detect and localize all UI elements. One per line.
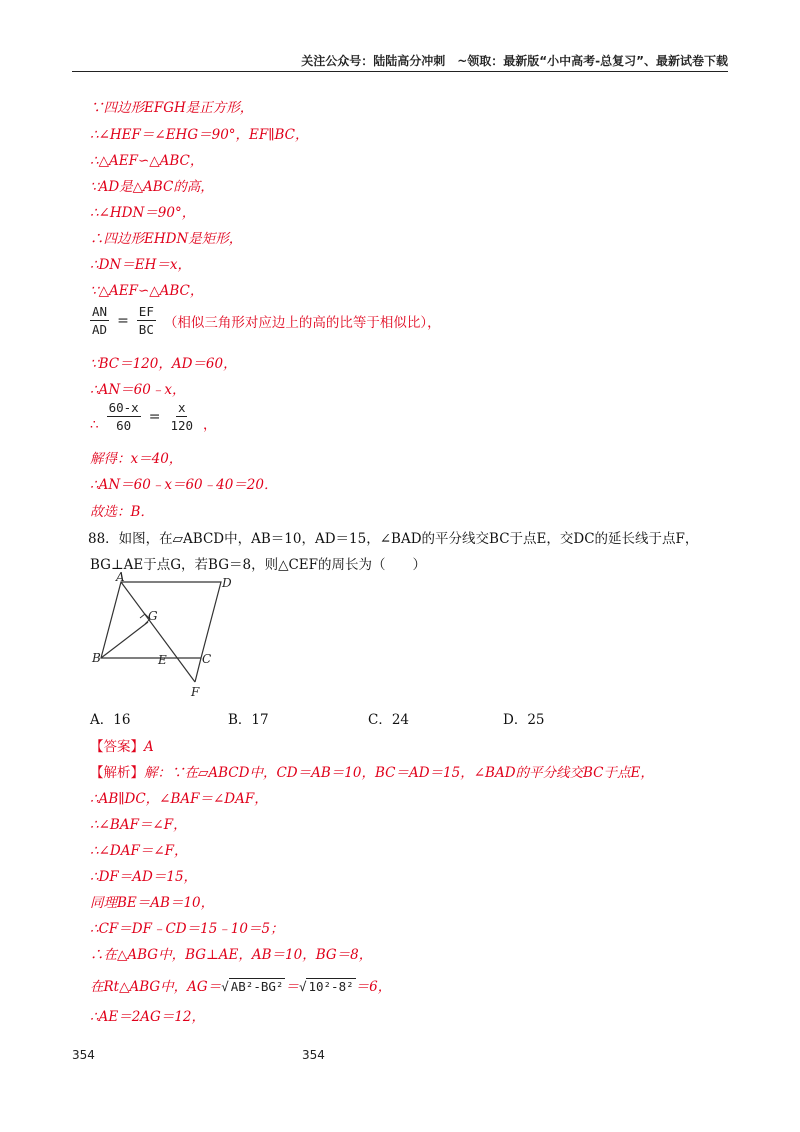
analysis-line: ∴在△ABG中，BG⊥AE，AB＝10，BG＝8，	[90, 947, 373, 963]
option-d: D．25	[503, 712, 545, 728]
solution-line: ∴AN＝60﹣x＝60﹣40＝20．	[90, 477, 278, 493]
parallelogram-abcd	[101, 582, 221, 658]
analysis-line: ∴CF＝DF﹣CD＝15﹣10＝5；	[90, 921, 284, 937]
answer-label: 【答案】	[90, 739, 144, 755]
fraction: $\frac{EF}{BC}$	[138, 304, 154, 337]
solution-line: 故选：B．	[90, 504, 154, 520]
page-number-center: 354	[302, 1048, 325, 1062]
analysis-line: ∴∠DAF＝∠F，	[90, 843, 188, 859]
option-c: C．24	[368, 712, 410, 728]
sqrt-expression: √ 10²-8²	[298, 979, 354, 994]
solution-line: ∴∠HDN＝90°，	[90, 205, 196, 221]
question-text: BG⊥AE于点G，若BG＝8，则△CEF的周长为（ ）	[90, 557, 427, 573]
label-e: E	[158, 653, 167, 667]
label-c: C	[202, 652, 212, 666]
parallelogram-figure	[88, 572, 248, 700]
label-g: G	[148, 609, 158, 623]
analysis-line: ∴DF＝AD＝15，	[90, 869, 198, 885]
option-a: A．16	[90, 712, 131, 728]
bisector-af	[121, 582, 195, 682]
label-f: F	[191, 685, 200, 699]
label-a: A	[116, 572, 125, 584]
solution-line: ∵△AEF∽△ABC，	[90, 283, 204, 299]
solution-line: ∴四边形EHDN是矩形，	[90, 231, 243, 247]
solution-line: ∵BC＝120，AD＝60，	[90, 356, 237, 372]
fraction: $\frac{60-x}{60}$	[108, 400, 139, 433]
label-d: D	[222, 576, 232, 590]
solution-line: ∵AD是△ABC的高，	[90, 179, 214, 195]
answer-value: A	[144, 739, 154, 755]
solution-line: ∵四边形EFGH是正方形，	[90, 100, 254, 116]
solution-line: 解得：x＝40，	[90, 451, 183, 467]
solution-line: ∴DN＝EH＝x，	[90, 257, 191, 273]
page-header: 关注公众号：陆陆高分冲刺 ~领取：最新版“小中高考-总复习”、最新试卷下载	[301, 54, 728, 68]
analysis-line: 【解析】解：∵在▱ABCD中，CD＝AB＝10，BC＝AD＝15，∠BAD的平分线交BC于点E，	[90, 765, 654, 781]
fraction: $\frac{x}{120}$	[170, 400, 194, 433]
analysis-line: 同理BE＝AB＝10，	[90, 895, 215, 911]
analysis-label: 【解析】	[90, 765, 144, 781]
analysis-line: ∴∠BAF＝∠F，	[90, 817, 187, 833]
ratio-equation-1: $\frac{AN}{AD}$ = $\frac{EF}{BC}$ （相似三角形对应边上的高的比等于相似比），	[92, 304, 441, 337]
fraction: $\frac{AN}{AD}$	[92, 304, 108, 337]
page-number-left: 354	[72, 1048, 95, 1062]
ratio-note: （相似三角形对应边上的高的比等于相似比），	[163, 314, 441, 331]
analysis-line: ∴AE＝2AG＝12，	[90, 1009, 205, 1025]
answer-line	[90, 735, 154, 755]
analysis-line: ∴AB∥DC，∠BAF＝∠DAF，	[90, 791, 268, 807]
header-divider	[72, 71, 728, 72]
sqrt-expression: √ AB²-BG²	[221, 979, 284, 994]
ratio-equation-2: ∴ $\frac{60-x}{60}$ = $\frac{x}{120}$ ，	[90, 400, 217, 433]
perpendicular-bg	[101, 622, 148, 658]
extension-cf	[195, 658, 201, 682]
analysis-line: 在Rt△ABG中，AG＝√ AB²-BG² ＝√ 10²-8² ＝6，	[90, 979, 392, 995]
solution-line: ∴∠HEF＝∠EHG＝90°，EF∥BC，	[90, 127, 309, 143]
question-text: 88．如图，在▱ABCD中，AB＝10，AD＝15，∠BAD的平分线交BC于点E，交DC的延长线于点F，	[88, 531, 699, 547]
option-b: B．17	[228, 712, 269, 728]
label-b: B	[92, 651, 101, 665]
solution-line: ∴AN＝60﹣x，	[90, 382, 186, 398]
solution-line: ∴△AEF∽△ABC，	[90, 153, 204, 169]
